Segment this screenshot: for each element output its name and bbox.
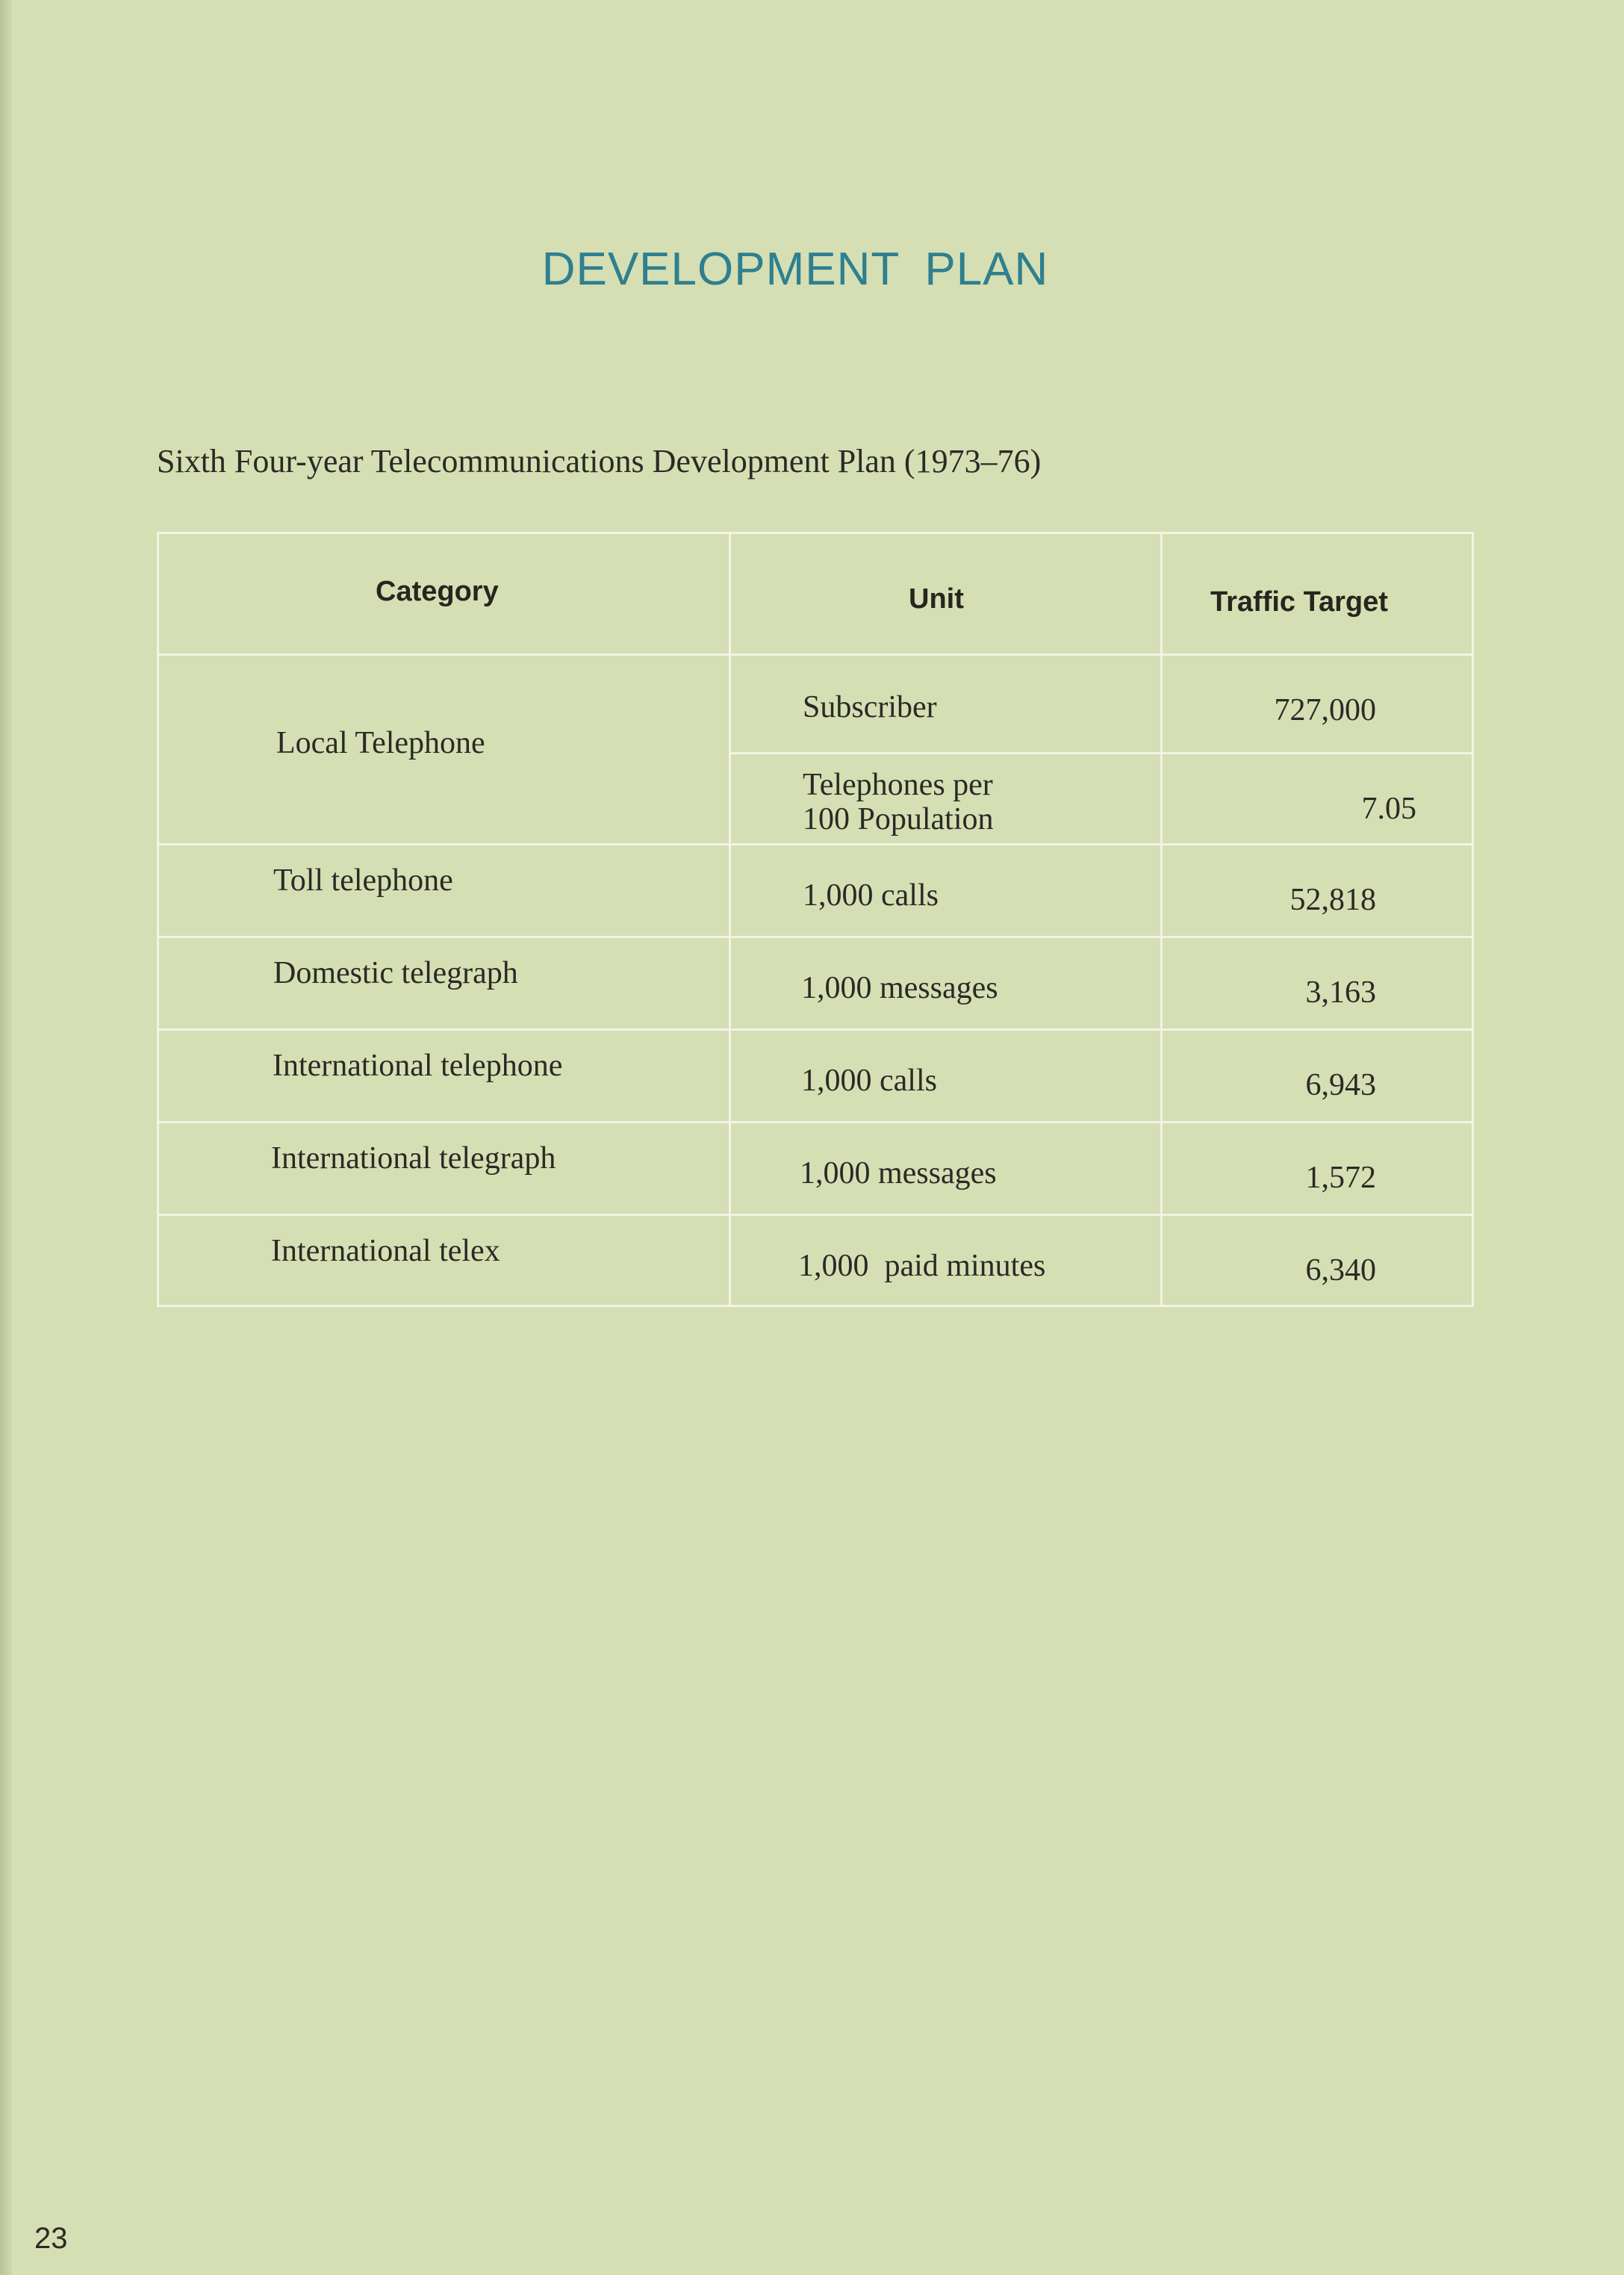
table-cell-target: 727,000 (1274, 693, 1376, 727)
table-cell-category: International telephone (273, 1049, 563, 1083)
table-cell-category: Toll telephone (273, 863, 453, 898)
table-cell-target: 52,818 (1289, 883, 1376, 917)
row-divider (159, 1121, 1472, 1123)
table-cell-unit: 1,000 calls (801, 1064, 937, 1098)
header-category: Category (376, 576, 499, 607)
table-cell-unit: 1,000 messages (800, 1156, 997, 1191)
table-cell-unit: Subscriber (803, 690, 937, 724)
table-caption: Sixth Four-year Telecommunications Development Plan (1973–76) (157, 443, 1042, 479)
table-cell-unit: 1,000 paid minutes (798, 1249, 1046, 1283)
page-title: DEVELOPMENT PLAN (541, 243, 1049, 295)
column-divider (729, 534, 731, 1305)
table-cell-category: Domestic telegraph (273, 956, 518, 990)
table-cell-unit: 1,000 calls (803, 878, 939, 913)
row-divider (159, 1028, 1472, 1031)
row-divider (159, 936, 1472, 938)
header-traffic-target: Traffic Target (1210, 586, 1388, 618)
table-cell-target: 7.05 (1361, 792, 1416, 826)
table-cell-unit: 100 Population (803, 802, 994, 837)
row-divider (159, 843, 1472, 845)
column-divider (1160, 534, 1163, 1305)
table-cell-target: 3,163 (1305, 975, 1376, 1010)
row-divider (159, 1214, 1472, 1216)
page-edge (0, 0, 12, 2275)
table-cell-unit: 1,000 messages (801, 971, 998, 1005)
page-number: 23 (34, 2222, 68, 2255)
table-cell-target: 6,340 (1305, 1253, 1376, 1288)
header-unit: Unit (909, 583, 964, 615)
table-cell-target: 6,943 (1305, 1068, 1376, 1102)
table-cell-category: Local Telephone (276, 726, 485, 760)
development-plan-table (157, 532, 1474, 1307)
row-divider (731, 752, 1472, 754)
table-cell-category: International telex (271, 1234, 500, 1268)
table-cell-category: International telegraph (271, 1141, 556, 1176)
table-cell-unit: Telephones per (803, 768, 993, 802)
table-cell-target: 1,572 (1305, 1161, 1376, 1195)
header-divider (159, 654, 1472, 656)
